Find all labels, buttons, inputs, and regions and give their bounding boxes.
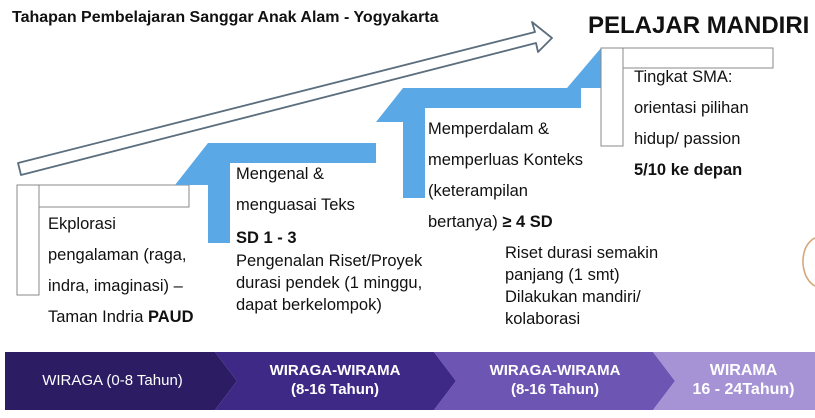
stage-4-line: orientasi pilihan <box>634 99 749 117</box>
stage-4-text <box>634 62 749 186</box>
stage-2-detail: Pengenalan Riset/Proyek <box>236 252 423 270</box>
stage-3-details <box>505 242 658 330</box>
step-3-riser <box>567 48 601 88</box>
stage-1-line: pengalaman (raga, <box>48 246 187 264</box>
step-3-horizontal <box>403 88 581 108</box>
stage-3-line: bertanya) ≥ 4 SD <box>428 213 553 231</box>
step-1-outline-vertical <box>17 185 39 295</box>
stage-3-text <box>428 114 583 238</box>
phase-2-label: WIRAGA-WIRAMA (8-16 Tahun) <box>269 362 401 398</box>
stage-1-line: Taman Indria PAUD <box>48 308 194 326</box>
stage-3-detail: Riset durasi semakin <box>505 244 659 262</box>
stage-2-text <box>236 159 355 221</box>
step-1-outline-horizontal <box>39 185 189 207</box>
step-4-outline-vertical <box>601 48 623 146</box>
stage-1-level: PAUD <box>147 308 194 326</box>
stage-3-line: Memperdalam & <box>428 120 550 138</box>
decorative-figure-edge <box>803 238 815 286</box>
step-1-riser <box>175 143 208 185</box>
stage-2-detail: durasi pendek (1 minggu, <box>236 274 423 292</box>
stage-1-text <box>48 209 194 333</box>
stage-4-line: Tingkat SMA: <box>634 68 733 86</box>
stage-2-detail: dapat berkelompok) <box>236 296 382 314</box>
stage-2-line: Mengenal & <box>236 165 325 183</box>
stage-3-level: ≥ 4 SD <box>502 213 553 231</box>
stage-1-line: indra, imaginasi) – <box>48 277 183 295</box>
phase-3-label: WIRAGA-WIRAMA (8-16 Tahun) <box>489 362 621 398</box>
stage-3-line: (keterampilan <box>428 182 528 200</box>
stage-4-line: hidup/ passion <box>634 130 741 148</box>
stage-2-details <box>236 250 422 316</box>
stage-1-line: Ekplorasi <box>48 215 116 233</box>
stage-2-line: menguasai Teks <box>236 196 355 214</box>
goal-label: PELAJAR MANDIRI <box>588 12 810 39</box>
phase-4-label: WIRAMA 16 - 24Tahun) <box>692 362 795 398</box>
stage-2-level: SD 1 - 3 <box>236 229 297 247</box>
stage-3-detail: Dilakukan mandiri/ <box>505 288 641 306</box>
stage-3-line: memperluas Konteks <box>428 151 583 169</box>
stage-3-detail: panjang (1 smt) <box>505 266 620 284</box>
stage-3-detail: kolaborasi <box>505 310 581 328</box>
stage-4-level: 5/10 ke depan <box>634 161 743 179</box>
diagram-title: Tahapan Pembelajaran Sanggar Anak Alam - Yogyakarta <box>12 9 439 26</box>
phase-1-label: WIRAGA (0-8 Tahun) <box>42 372 183 389</box>
step-2-riser <box>376 88 403 122</box>
